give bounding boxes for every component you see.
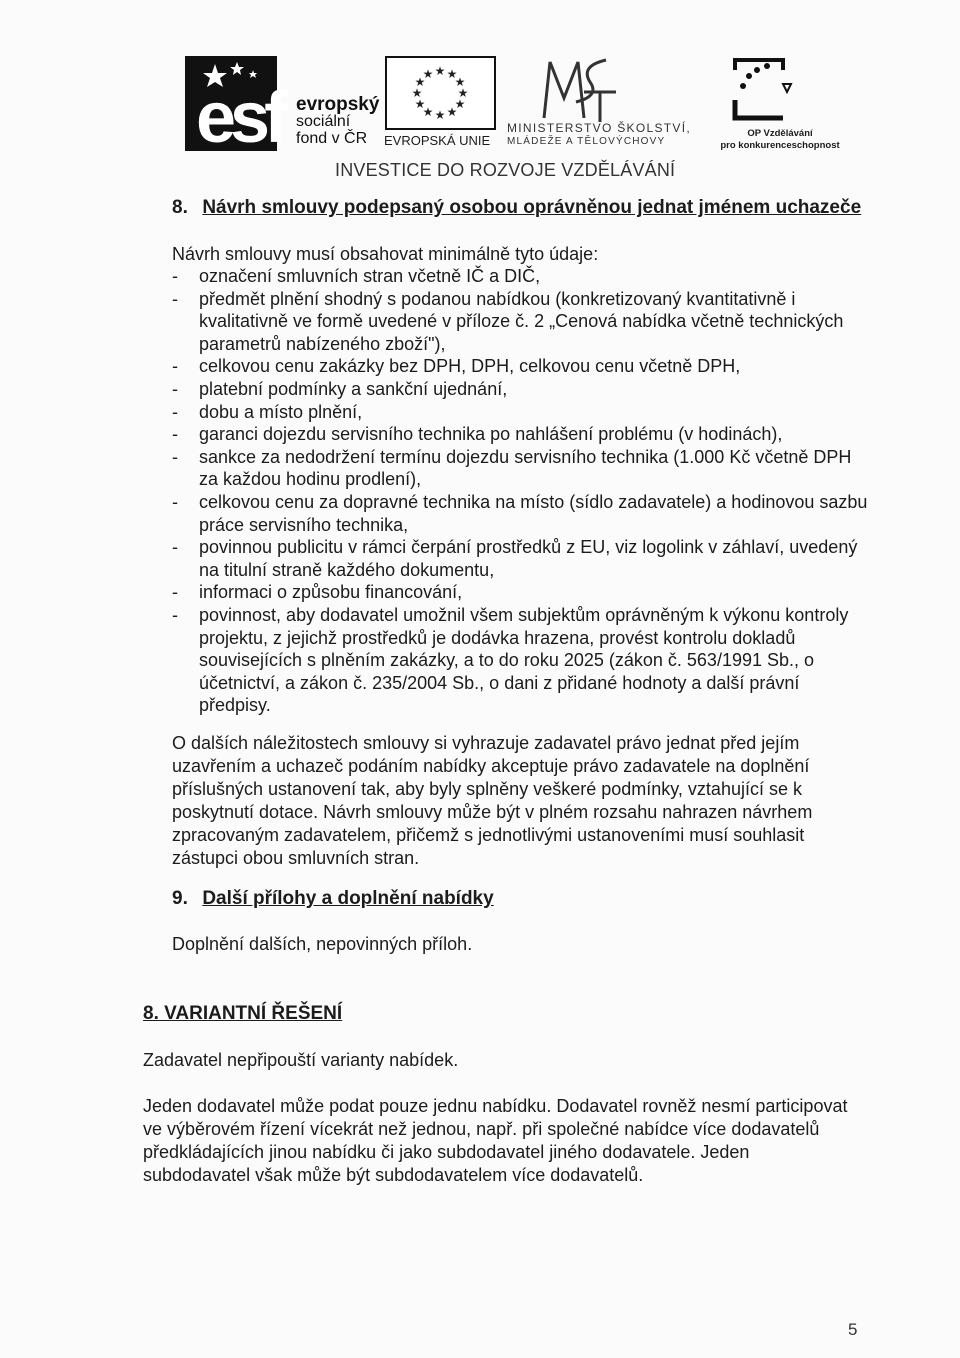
section8-closing: O dalších náležitostech smlouvy si vyhrazuje zadavatel právo jednat před jejím uzavřením a uchazeč podáním nabídky akceptuje právo zadavatele na doplnění příslušných ustanovení tak, aby byly splněny veškeré podmínky, vztahující se k poskytnutí dotace. Návrh smlouvy může být v plném rozsahu nahrazen návrhem zpracovaným zadavatelem, přičemž s jednotlivými ustanoveními musí souhlasit zástupci obou smluvních stran. (172, 733, 813, 868)
esf-line3: fond v ČR (296, 130, 368, 147)
svg-text:★: ★ (422, 67, 434, 81)
op-line2: pro konkurenceschopnost (720, 140, 840, 151)
list-item: - sankce za nedodržení termínu dojezdu servisního technika (1.000 Kč včetně DPH za každou hodinu prodlení), (172, 446, 852, 490)
esf-line2: sociální (296, 113, 351, 130)
msmt-logo-icon (540, 52, 620, 124)
list-item: - celkovou cenu za dopravné technika na místo (sídlo zadavatele) a hodinovou sazbu práce servisního technika, (172, 491, 868, 535)
svg-text:★: ★ (414, 75, 426, 89)
esf-text (296, 96, 379, 147)
section8-title: Návrh smlouvy podepsaný osobou oprávněnou jednat jménem uchazeče (202, 197, 862, 218)
op-text (700, 128, 860, 152)
section9-title: Další přílohy a doplnění nabídky (202, 888, 494, 909)
list-item: - platební podmínky a sankční ujednání, (172, 378, 508, 399)
investice-slogan: INVESTICE DO ROZVOJE VZDĚLÁVÁNÍ (335, 160, 676, 180)
svg-text:★: ★ (434, 108, 446, 122)
variants-p1: Zadavatel nepřipouští varianty nabídek. (143, 1050, 459, 1070)
section9-number: 9. (172, 888, 188, 909)
list-item: - celkovou cenu zakázky bez DPH, DPH, celkovou cenu včetně DPH, (172, 356, 741, 377)
op-line1: OP Vzdělávání (747, 128, 813, 139)
svg-text:★: ★ (434, 64, 446, 78)
eu-stars-icon (387, 58, 494, 128)
svg-text:★: ★ (422, 105, 434, 119)
section8-intro: Návrh smlouvy musí obsahovat minimálně tyto údaje: (172, 244, 599, 264)
esf-line1: evropský (296, 94, 380, 115)
svg-text:★: ★ (446, 67, 458, 81)
svg-text:★: ★ (454, 75, 466, 89)
svg-text:★: ★ (411, 86, 423, 100)
list-item: - informaci o způsobu financování, (172, 582, 463, 603)
svg-text:★: ★ (454, 97, 466, 111)
esf-letters: esf (196, 78, 283, 158)
section9-heading (172, 888, 494, 910)
eu-label: EVROPSKÁ UNIE (384, 133, 491, 148)
list-item: - označení smluvních stran včetně IČ a DIČ, (172, 266, 541, 286)
eu-flag (385, 56, 496, 130)
op-logo-icon (727, 56, 797, 122)
requirements-list (172, 265, 872, 717)
msmt-line2: MLÁDEŽE A TĚLOVÝCHOVY (507, 136, 666, 147)
page-number: 5 (848, 1320, 858, 1339)
section9-text: Doplnění dalších, nepovinných příloh. (172, 934, 473, 954)
list-item: - předmět plnění shodný s podanou nabídkou (konkretizovaný kvantitativně i kvalitativně ve formě uvedené v příloze č. 2 „Cenová nabídka včetně technických parametrů nabízeného zboží"), (172, 288, 844, 354)
variants-p2: Jeden dodavatel může podat pouze jednu nabídku. Dodavatel rovněž nesmí participovat ve výběrovém řízení vícekrát než jednou, např. při společné nabídce více dodavatelů předkládajících jinou nabídku či jako subdodavatel jiného dodavatele. Jeden subdodavatel však může být subdodavatelem více dodavatelů. (143, 1096, 848, 1185)
msmt-line1: MINISTERSTVO ŠKOLSTVÍ, (507, 121, 691, 135)
variants-title: 8. VARIANTNÍ ŘEŠENÍ (143, 1003, 343, 1024)
svg-text:★: ★ (414, 97, 426, 111)
svg-text:★: ★ (457, 86, 469, 100)
section8-heading (172, 197, 861, 219)
list-item: - garanci dojezdu servisního technika po nahlášení problému (v hodinách), (172, 424, 783, 445)
list-item: - povinnou publicitu v rámci čerpání prostředků z EU, viz logolink v záhlaví, uvedený na titulní straně každého dokumentu, (172, 537, 858, 580)
msmt-text (507, 121, 691, 149)
list-item: - dobu a místo plnění, (172, 401, 363, 422)
svg-text:★: ★ (446, 105, 458, 119)
section8-number: 8. (172, 197, 188, 218)
list-item: - povinnost, aby dodavatel umožnil všem subjektům oprávněným k výkonu kontroly projektu, z jejichž prostředků je dodávka hrazena, provést kontrolu dokladů souvisejících s plněním zakázky, a to do roku 2025 (zákon č. 563/1991 Sb., o účetnictví, a zákon č. 235/2004 Sb., o dani z přidané hodnoty a další právní předpisy. (172, 604, 849, 716)
